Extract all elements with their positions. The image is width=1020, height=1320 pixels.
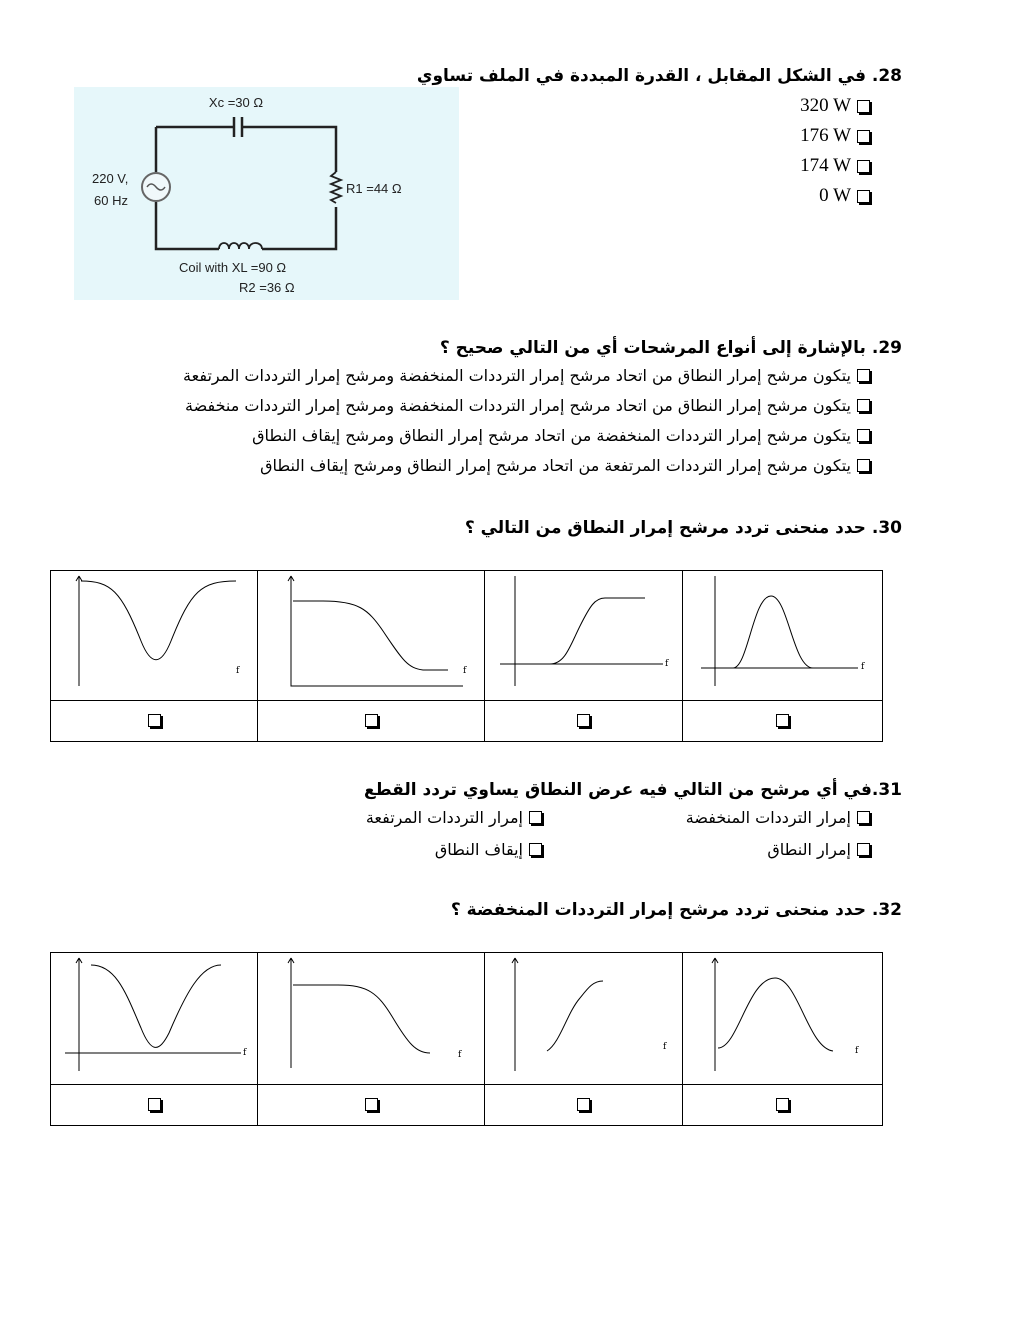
q32-choice-1[interactable] <box>51 1085 258 1126</box>
checkbox[interactable] <box>529 843 542 856</box>
axis-label: f <box>665 659 669 669</box>
q30-choice-1[interactable] <box>51 701 258 742</box>
option-label: يتكون مرشح إمرار النطاق من اتحاد مرشح إمرار الترددات المنخفضة ومرشح إمرار الترددات المرتفعة <box>183 366 851 385</box>
checkbox[interactable] <box>857 843 870 856</box>
resistor-label: R1 =44 Ω <box>346 181 402 196</box>
checkbox[interactable] <box>148 1098 161 1111</box>
q32-choice-3[interactable] <box>485 1085 683 1126</box>
checkbox[interactable] <box>857 429 870 442</box>
q29-option-1[interactable] <box>183 366 870 385</box>
axis-label: f <box>855 1046 859 1056</box>
coil-label-1: Coil with XL =90 Ω <box>179 260 287 275</box>
q31-option-4[interactable] <box>435 840 542 859</box>
q31-option-2[interactable] <box>366 808 542 827</box>
q30-choice-3[interactable] <box>485 701 683 742</box>
checkbox[interactable] <box>577 1098 590 1111</box>
option-label: يتكون مرشح إمرار الترددات المرتفعة من اتحاد مرشح إمرار النطاق ومرشح إيقاف النطاق <box>260 456 851 475</box>
q29-option-3[interactable] <box>252 426 870 445</box>
q28-option-4[interactable] <box>819 185 870 207</box>
q28-option-3[interactable] <box>800 155 870 177</box>
checkbox[interactable] <box>577 714 590 727</box>
graph-low-pass <box>258 953 485 1085</box>
graph-band-pass <box>683 953 883 1085</box>
question-31-title: 31.في أي مرشح من التالي فيه عرض النطاق يساوي تردد القطع <box>363 780 902 800</box>
q32-choice-2[interactable] <box>258 1085 485 1126</box>
axis-label: f <box>463 666 467 676</box>
q31-option-1[interactable] <box>686 808 870 827</box>
checkbox[interactable] <box>857 160 870 173</box>
q28-option-1[interactable] <box>800 95 870 117</box>
option-label: يتكون مرشح إمرار الترددات المنخفضة من اتحاد مرشح إمرار النطاق ومرشح إيقاف النطاق <box>252 426 851 445</box>
q32-choice-4[interactable] <box>683 1085 883 1126</box>
coil-label-2: R2 =36 Ω <box>239 280 295 295</box>
axis-label: f <box>236 666 240 676</box>
checkbox[interactable] <box>776 1098 789 1111</box>
q31-option-3[interactable] <box>767 840 870 859</box>
checkbox[interactable] <box>857 811 870 824</box>
checkbox[interactable] <box>857 190 870 203</box>
checkbox[interactable] <box>857 369 870 382</box>
option-label: إيقاف النطاق <box>434 840 523 859</box>
axis-label: f <box>458 1050 462 1060</box>
checkbox[interactable] <box>857 459 870 472</box>
checkbox[interactable] <box>857 130 870 143</box>
checkbox[interactable] <box>365 714 378 727</box>
checkbox[interactable] <box>857 100 870 113</box>
option-label: 174 W <box>800 155 851 176</box>
checkbox[interactable] <box>857 399 870 412</box>
q29-option-2[interactable] <box>185 396 870 415</box>
graph-band-stop <box>51 953 258 1085</box>
option-label: إمرار النطاق <box>767 840 851 859</box>
q30-choice-2[interactable] <box>258 701 485 742</box>
q28-option-2[interactable] <box>800 125 870 147</box>
axis-label: f <box>663 1042 667 1052</box>
question-30-title: 30. حدد منحنى تردد مرشح إمرار النطاق من التالي ؟ <box>464 518 902 538</box>
checkbox[interactable] <box>529 811 542 824</box>
graph-high-pass <box>485 953 683 1085</box>
q30-choice-4[interactable] <box>683 701 883 742</box>
option-label: يتكون مرشح إمرار النطاق من اتحاد مرشح إمرار الترددات المنخفضة ومرشح إمرار الترددات منخفضة <box>185 396 851 415</box>
graph-low-pass <box>258 571 485 701</box>
graph-high-pass <box>485 571 683 701</box>
source-label-2: 60 Hz <box>94 193 128 208</box>
option-label: إمرار الترددات المرتفعة <box>365 808 523 827</box>
option-label: إمرار الترددات المنخفضة <box>685 808 851 827</box>
circuit-diagram <box>74 87 459 300</box>
option-label: 176 W <box>800 125 851 146</box>
question-29-title: 29. بالإشارة إلى أنواع المرشحات أي من التالي صحيح ؟ <box>439 338 902 358</box>
axis-label: f <box>861 662 865 672</box>
option-label: 0 W <box>819 185 851 206</box>
q32-graph-table <box>50 952 883 1126</box>
question-32-title: 32. حدد منحنى تردد مرشح إمرار الترددات المنخفضة ؟ <box>450 900 902 920</box>
graph-band-stop <box>51 571 258 701</box>
q30-graph-table <box>50 570 883 742</box>
graph-band-pass <box>683 571 883 701</box>
question-28-title: 28. في الشكل المقابل ، القدرة المبددة في الملف تساوي <box>416 66 902 86</box>
axis-label: f <box>243 1048 247 1058</box>
option-label: 320 W <box>800 95 851 116</box>
source-label-1: 220 V, <box>92 171 129 186</box>
checkbox[interactable] <box>148 714 161 727</box>
capacitor-label: Xc =30 Ω <box>208 95 264 110</box>
q29-option-4[interactable] <box>260 456 870 475</box>
checkbox[interactable] <box>365 1098 378 1111</box>
checkbox[interactable] <box>776 714 789 727</box>
